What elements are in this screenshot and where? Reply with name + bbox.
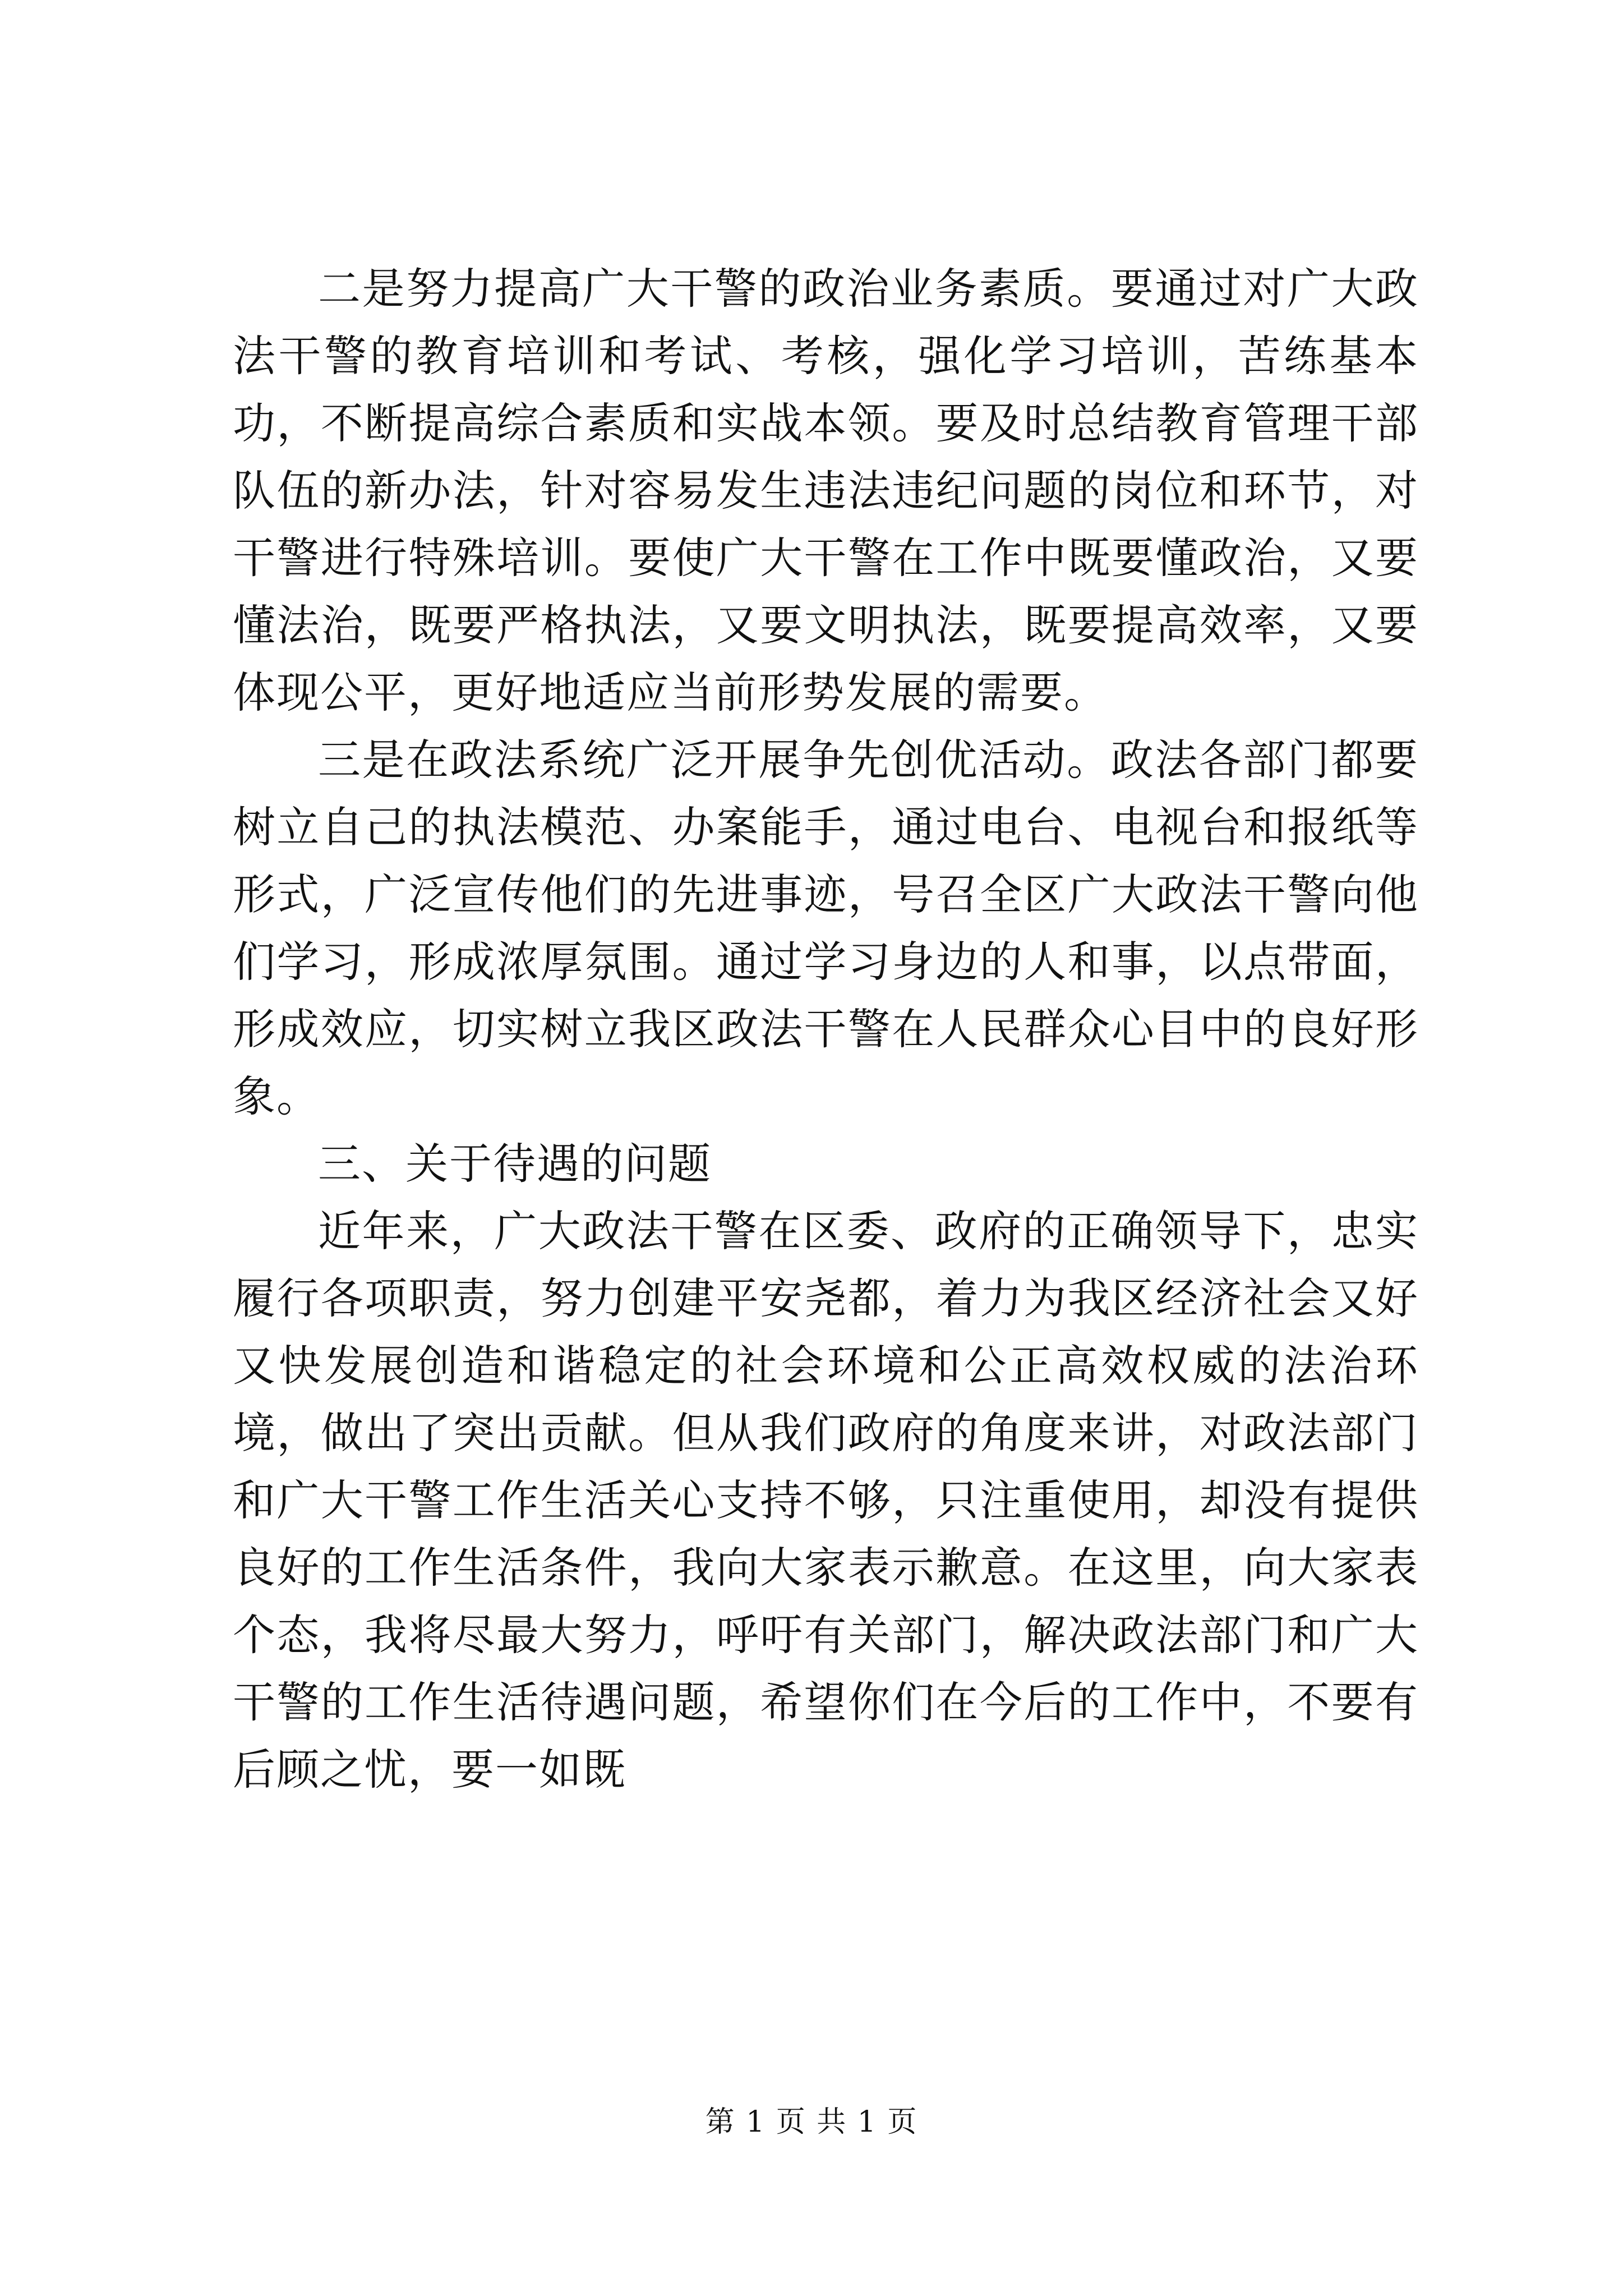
paragraph-excellence-campaign: 三是在政法系统广泛开展争先创优活动。政法各部门都要树立自己的执法模范、办案能手，通过电台、电视台和报纸等形式，广泛宣传他们的先进事迹，号召全区广大政法干警向他们学习，形成浓厚氛围。通过学习身边的人和事，以点带面，形成效应，切实树立我区政法干警在人民群众心目中的良好形象。: [233, 735, 1419, 1121]
section-heading-treatment: 三、关于待遇的问题: [318, 1139, 712, 1189]
page-number-footer: 第 1 页 共 1 页: [705, 2105, 918, 2139]
paragraph-political-quality: 二是努力提高广大干警的政治业务素质。要通过对广大政法干警的教育培训和考试、考核，强化学习培训，苦练基本功，不断提高综合素质和实战本领。要及时总结教育管理干部队伍的新办法，针对容易发生违法违纪问题的岗位和环节，对干警进行特殊培训。要使广大干警在工作中既要懂政治，又要懂法治，既要严格执法，又要文明执法，既要提高效率，又要体现公平，更好地适应当前形势发展的需要。: [233, 264, 1419, 717]
document-body: [233, 255, 1419, 1803]
paragraph-treatment-issue: 近年来，广大政法干警在区委、政府的正确领导下，忠实履行各项职责，努力创建平安尧都，着力为我区经济社会又好又快发展创造和谐稳定的社会环境和公正高效权威的法治环境，做出了突出贡献。但从我们政府的角度来讲，对政法部门和广大干警工作生活关心支持不够，只注重使用，却没有提供良好的工作生活条件，我向大家表示歉意。在这里，向大家表个态，我将尽最大努力，呼吁有关部门，解决政法部门和广大干警的工作生活待遇问题，希望你们在今后的工作中，不要有后顾之忧，要一如既: [233, 1206, 1419, 1795]
